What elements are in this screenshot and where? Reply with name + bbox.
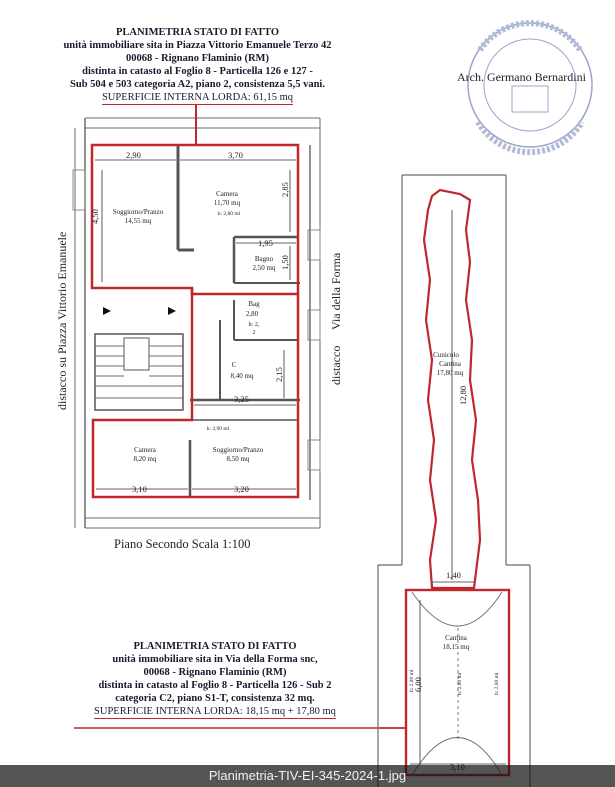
dim-320: 3,20 <box>234 484 249 494</box>
room-soggiorno2-name: Soggiorno/Pranzo <box>212 446 264 454</box>
room-soggiorno1-area: 14,55 mq <box>124 217 152 225</box>
room-bagno1-area: 2,50 mq <box>252 264 276 272</box>
title1-line2: unità immobiliare sita in Piazza Vittorio Emanuele Terzo 42 <box>63 40 332 51</box>
dim-290: 2,90 <box>126 150 141 160</box>
street-left-label: distacco su Piazza Vittorio Emanuele <box>55 231 69 410</box>
dim-285: 2,85 <box>280 182 290 197</box>
h-cantina-mid: h: 2,80 ml <box>457 672 463 695</box>
room-disimpegno-name: C <box>231 361 237 369</box>
room-bagno2-h: h: 2, <box>248 322 260 328</box>
street-labels <box>55 232 343 410</box>
room-soggiorno2-area: 8,50 mq <box>226 455 250 463</box>
title1-line4: distinta in catasto al Foglio 8 - Particella 126 e 127 - <box>82 66 313 77</box>
room-camera1-h: h: 2,80 ml <box>217 211 241 217</box>
room-camera1-area: 11,70 mq <box>213 199 241 207</box>
room-bagno2-name: Bag <box>248 300 260 308</box>
dim-310a: 3,10 <box>132 484 147 494</box>
room-cantina-area: 18,15 mq <box>442 643 470 651</box>
title1-line3: 00068 - Rignano Flaminio (RM) <box>126 53 269 64</box>
landing-height: h: 2,90 ml <box>206 426 230 432</box>
dim-325: 3,25 <box>234 394 249 404</box>
building-walls <box>73 118 320 528</box>
title1-line1: PLANIMETRIA STATO DI FATTO <box>115 27 280 38</box>
title1-surface: SUPERFICIE INTERNA LORDA: 61,15 mq <box>101 92 294 103</box>
arrow-icon <box>103 307 111 315</box>
street-right-label: Via della Forma <box>329 252 343 330</box>
professional-seal-stamp <box>468 23 592 152</box>
architect-signature: Arch. Germano Bernardini <box>457 70 586 84</box>
title2-line3: 00068 - Rignano Flaminio (RM) <box>143 667 287 678</box>
arrow-icon <box>168 307 176 315</box>
dim-215: 2,15 <box>274 367 284 382</box>
dim-140: 1,40 <box>446 570 461 580</box>
room-camera2-name: Camera <box>134 446 156 454</box>
room-camera1-name: Camera <box>216 190 238 198</box>
dim-370: 3,70 <box>228 150 243 160</box>
h-cantina-right: h: 2,80 ml <box>494 672 500 695</box>
title-block-cellar <box>80 640 350 719</box>
room-soggiorno1-name: Soggiorno/Pranzo <box>112 208 164 216</box>
room-cantina-name: Cantina <box>445 634 467 642</box>
room-bagno2-h2: 2 <box>252 330 256 336</box>
file-caption: Planimetria-TIV-EI-345-2024-1.jpg <box>208 768 407 783</box>
street-right-label-2: distacco <box>329 345 343 385</box>
file-caption-bar <box>0 765 615 787</box>
title2-line1: PLANIMETRIA STATO DI FATTO <box>133 641 297 652</box>
title2-line4: distinta in catasto al Foglio 8 - Particella 126 - Sub 2 <box>98 680 332 691</box>
dim-195: 1,95 <box>258 238 273 248</box>
scale-label: Piano Secondo Scala 1:100 <box>114 537 251 551</box>
h-cantina-left: h: 2,80 ml <box>409 669 415 692</box>
room-bagno1-name: Bagno <box>254 255 274 263</box>
room-cunicolo-name: Cunicolo <box>433 351 459 359</box>
title2-line2: unità immobiliare sita in Via della Forma snc, <box>112 654 318 665</box>
title2-surface: SUPERFICIE INTERNA LORDA: 18,15 mq + 17,80 mq <box>94 706 336 717</box>
room-cunicolo-sub: Cantina <box>439 360 461 368</box>
dim-600: 6,00 <box>413 677 423 692</box>
room-disimpegno-area: 8,40 mq <box>230 372 254 380</box>
room-camera2-area: 8,20 mq <box>133 455 157 463</box>
cellar-walls <box>378 175 530 787</box>
dim-1280: 12,80 <box>458 385 468 405</box>
dim-450: 4,50 <box>90 209 100 224</box>
apartment-red-outline <box>92 145 298 497</box>
room-cunicolo-area: 17,80 mq <box>436 369 464 377</box>
title1-line5: Sub 504 e 503 categoria A2, piano 2, consistenza 5,5 vani. <box>70 79 325 90</box>
room-bagno2-area: 2,80 <box>245 310 259 318</box>
title2-line5: categoria C2, piano S1-T, consistenza 32 mq. <box>115 693 315 704</box>
dim-150: 1,50 <box>280 255 290 270</box>
